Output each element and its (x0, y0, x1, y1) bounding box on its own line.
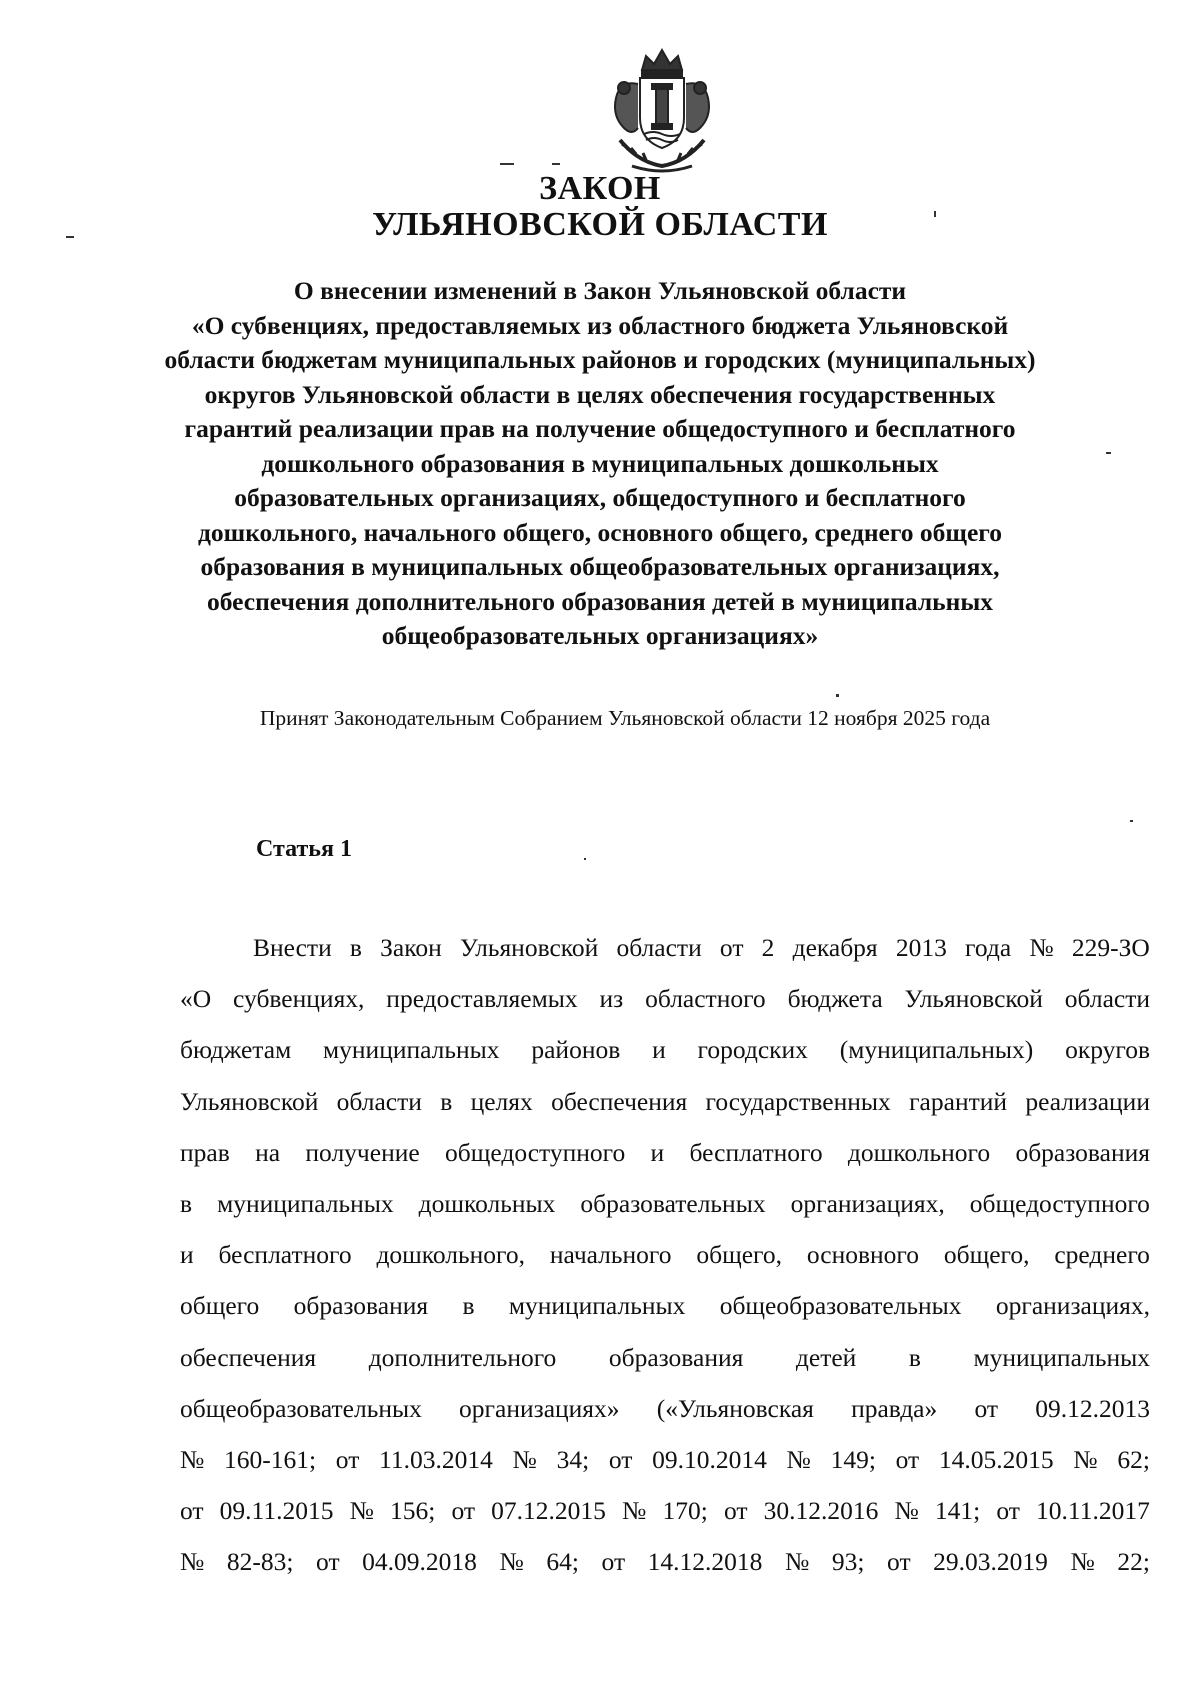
body-word: Внести (253, 933, 332, 962)
body-word: 170; (662, 1496, 708, 1526)
body-word: гарантий (909, 1086, 1008, 1116)
body-word: № (1070, 1547, 1095, 1577)
body-word: начального (549, 1240, 672, 1270)
body-word: дошкольных (418, 1188, 556, 1218)
body-word: предоставляемых (386, 984, 578, 1014)
body-word: и (180, 1240, 194, 1270)
body-word: 2013 (895, 933, 947, 962)
body-word: общеобразовательных (719, 1291, 962, 1321)
body-word: муниципальных (508, 1291, 686, 1321)
body-word: дошкольного (847, 1137, 991, 1167)
body-word: в (180, 1188, 193, 1218)
subject-line: гарантий реализации прав на получение общедоступного и бесплатного (184, 414, 1016, 443)
body-word: области (1064, 984, 1150, 1014)
body-word: районов (531, 1035, 621, 1065)
body-line (180, 973, 1150, 1024)
body-word: муниципальных (973, 1342, 1150, 1372)
body-word: государственных (705, 1086, 891, 1116)
body-word: в (440, 1086, 453, 1116)
scan-speck (552, 163, 560, 165)
body-word: организациях, (995, 1291, 1150, 1321)
body-line (180, 1332, 1150, 1383)
law-subject (160, 274, 1040, 654)
subject-line: общеобразовательных организациях» (381, 621, 819, 650)
body-word: «О (180, 984, 212, 1014)
body-word: Ульяновской (459, 933, 599, 962)
body-word: области (616, 933, 702, 962)
region-title: УЛЬЯНОВСКОЙ ОБЛАСТИ (372, 206, 828, 243)
body-word: 29.03.2019 (933, 1547, 1048, 1577)
body-line (180, 1434, 1150, 1485)
body-line (180, 1383, 1150, 1434)
body-word: и (650, 1137, 665, 1167)
body-word: 149; (830, 1444, 876, 1474)
body-word: 93; (831, 1547, 865, 1577)
body-word: от (180, 1496, 204, 1526)
body-word: общедоступного (445, 1137, 626, 1167)
body-word: детей (795, 1342, 857, 1372)
body-word: в (349, 933, 362, 962)
body-word: 14.05.2015 (938, 1444, 1054, 1474)
body-word: 09.10.2014 (652, 1444, 767, 1474)
subject-line: обеспечения дополнительного образования детей в муниципальных (206, 586, 994, 616)
body-word: городских (697, 1035, 808, 1065)
scan-speck (1106, 452, 1111, 454)
body-word: из (599, 984, 624, 1014)
body-word: декабря (792, 933, 878, 962)
body-word: № (499, 1547, 524, 1577)
body-word: № (1029, 933, 1054, 962)
body-word: правда» (851, 1393, 938, 1423)
subject-line: округов Ульяновской области в целях обеспечения государственных (204, 379, 996, 409)
body-line (180, 1485, 1150, 1536)
body-word: 34; (556, 1444, 590, 1474)
body-word: 64; (546, 1547, 579, 1577)
body-word: 160-161; (224, 1444, 317, 1474)
body-line (180, 1024, 1150, 1075)
body-word: целях (470, 1086, 533, 1116)
ulyanovsk-coat-of-arms-icon (598, 44, 726, 176)
law-title: ЗАКОН (539, 170, 661, 207)
body-word: № (180, 1547, 205, 1577)
body-word: от (335, 1444, 360, 1474)
body-word: № (512, 1444, 537, 1474)
subject-line: дошкольного образования в муниципальных дошкольных (261, 448, 939, 478)
article-heading: Статья 1 (256, 836, 352, 862)
scan-speck (836, 694, 839, 697)
body-word: 62; (1117, 1444, 1150, 1474)
body-word: от (719, 933, 744, 962)
body-word: общего (180, 1291, 260, 1321)
body-word: основного (806, 1240, 919, 1270)
body-word: бюджетам (180, 1035, 292, 1065)
body-word: № (894, 1496, 919, 1526)
adoption-line: Принят Законодательным Собранием Ульяновской области 12 ноября 2025 года (259, 706, 991, 730)
body-word: № (1073, 1444, 1098, 1474)
body-word: организациях» (459, 1393, 620, 1423)
scan-speck (66, 236, 74, 238)
scan-speck (500, 163, 514, 165)
body-word: года (965, 933, 1012, 962)
body-word: № (349, 1496, 374, 1526)
body-word: от (887, 1547, 911, 1577)
subject-line: О внесении изменений в Закон Ульяновской области (293, 276, 907, 305)
body-word: № (786, 1444, 811, 1474)
body-word: на (255, 1137, 281, 1167)
body-word: областного (645, 984, 766, 1014)
body-word: («Ульяновская (656, 1393, 814, 1423)
body-word: от (895, 1444, 920, 1474)
body-line (180, 1178, 1150, 1229)
body-word: Закон (380, 933, 442, 962)
body-word: № (180, 1444, 205, 1474)
body-word: 141; (934, 1496, 981, 1526)
scan-speck (934, 211, 936, 217)
body-word: дошкольного, (376, 1240, 526, 1270)
body-word: 07.12.2015 (491, 1496, 606, 1526)
body-word: 14.12.2018 (647, 1547, 763, 1577)
body-word: 22; (1117, 1547, 1150, 1577)
scan-speck (1130, 820, 1133, 822)
body-word: Ульяновской (904, 984, 1043, 1014)
body-word: прав (180, 1137, 230, 1167)
body-word: 04.09.2018 (362, 1547, 477, 1577)
body-word: 82-83; (226, 1547, 294, 1577)
subject-line: «О субвенциях, предоставляемых из областного бюджета Ульяновской (191, 310, 1009, 340)
body-word: (муниципальных) (839, 1035, 1034, 1065)
body-line (180, 1536, 1150, 1587)
body-word: округов (1065, 1035, 1150, 1065)
body-word: обеспечения (180, 1342, 317, 1372)
body-word: 10.11.2017 (1036, 1496, 1150, 1526)
body-word: организациях, (790, 1188, 945, 1218)
body-word: 11.03.2014 (379, 1444, 493, 1474)
body-word: и (652, 1035, 666, 1065)
body-word: № (622, 1496, 647, 1526)
body-word: от (608, 1444, 633, 1474)
body-word: № (784, 1547, 810, 1577)
body-word: обеспечения (551, 1086, 688, 1116)
body-word: от (996, 1496, 1020, 1526)
body-word: получение (305, 1137, 420, 1167)
body-word: 2 (761, 933, 775, 962)
body-line (180, 1280, 1150, 1331)
body-word: в (908, 1342, 921, 1372)
body-word: среднего (1054, 1240, 1150, 1270)
subject-line: образования в муниципальных общеобразовательных организациях, (200, 552, 1000, 581)
body-word: 09.11.2015 (219, 1496, 334, 1526)
body-word: образовательных (580, 1188, 766, 1218)
body-word: общедоступного (969, 1188, 1150, 1218)
body-word: реализации (1025, 1086, 1150, 1116)
body-word: общего, (696, 1240, 783, 1270)
body-word: муниципальных (323, 1035, 500, 1065)
body-word: образования (1015, 1137, 1150, 1167)
body-word: субвенциях, (233, 984, 365, 1014)
subject-line: области бюджетам муниципальных районов и городских (муниципальных) (164, 345, 1036, 374)
body-word: образования (293, 1291, 429, 1321)
body-word: от (723, 1496, 748, 1526)
body-line (180, 1076, 1150, 1127)
body-word: образования (608, 1342, 744, 1372)
body-word: бесплатного (218, 1240, 352, 1270)
body-word: бюджета (787, 984, 883, 1014)
subject-line: дошкольного, начального общего, основного общего, среднего общего (198, 517, 1002, 547)
body-word: в (462, 1291, 475, 1321)
body-word: от (451, 1496, 476, 1526)
body-line (180, 1127, 1150, 1178)
body-word: Ульяновской (180, 1086, 319, 1116)
body-line (180, 1229, 1150, 1280)
body-word: муниципальных (217, 1188, 394, 1218)
body-word: от (601, 1547, 626, 1577)
body-word: от (974, 1393, 998, 1423)
body-word: 09.12.2013 (1035, 1393, 1150, 1423)
article-body (180, 922, 1150, 1587)
scan-speck (584, 858, 586, 860)
body-line (180, 922, 1150, 973)
body-word: общеобразовательных (180, 1393, 422, 1423)
body-word: области (336, 1086, 422, 1116)
body-word: бесплатного (689, 1137, 823, 1167)
body-word: дополнительного (368, 1342, 557, 1372)
body-word: 156; (390, 1496, 436, 1526)
body-word: 229-ЗО (1071, 933, 1150, 962)
body-word: 30.12.2016 (763, 1496, 879, 1526)
body-word: от (316, 1547, 340, 1577)
subject-line: образовательных организациях, общедоступного и бесплатного (234, 483, 966, 512)
body-word: общего, (943, 1240, 1030, 1270)
